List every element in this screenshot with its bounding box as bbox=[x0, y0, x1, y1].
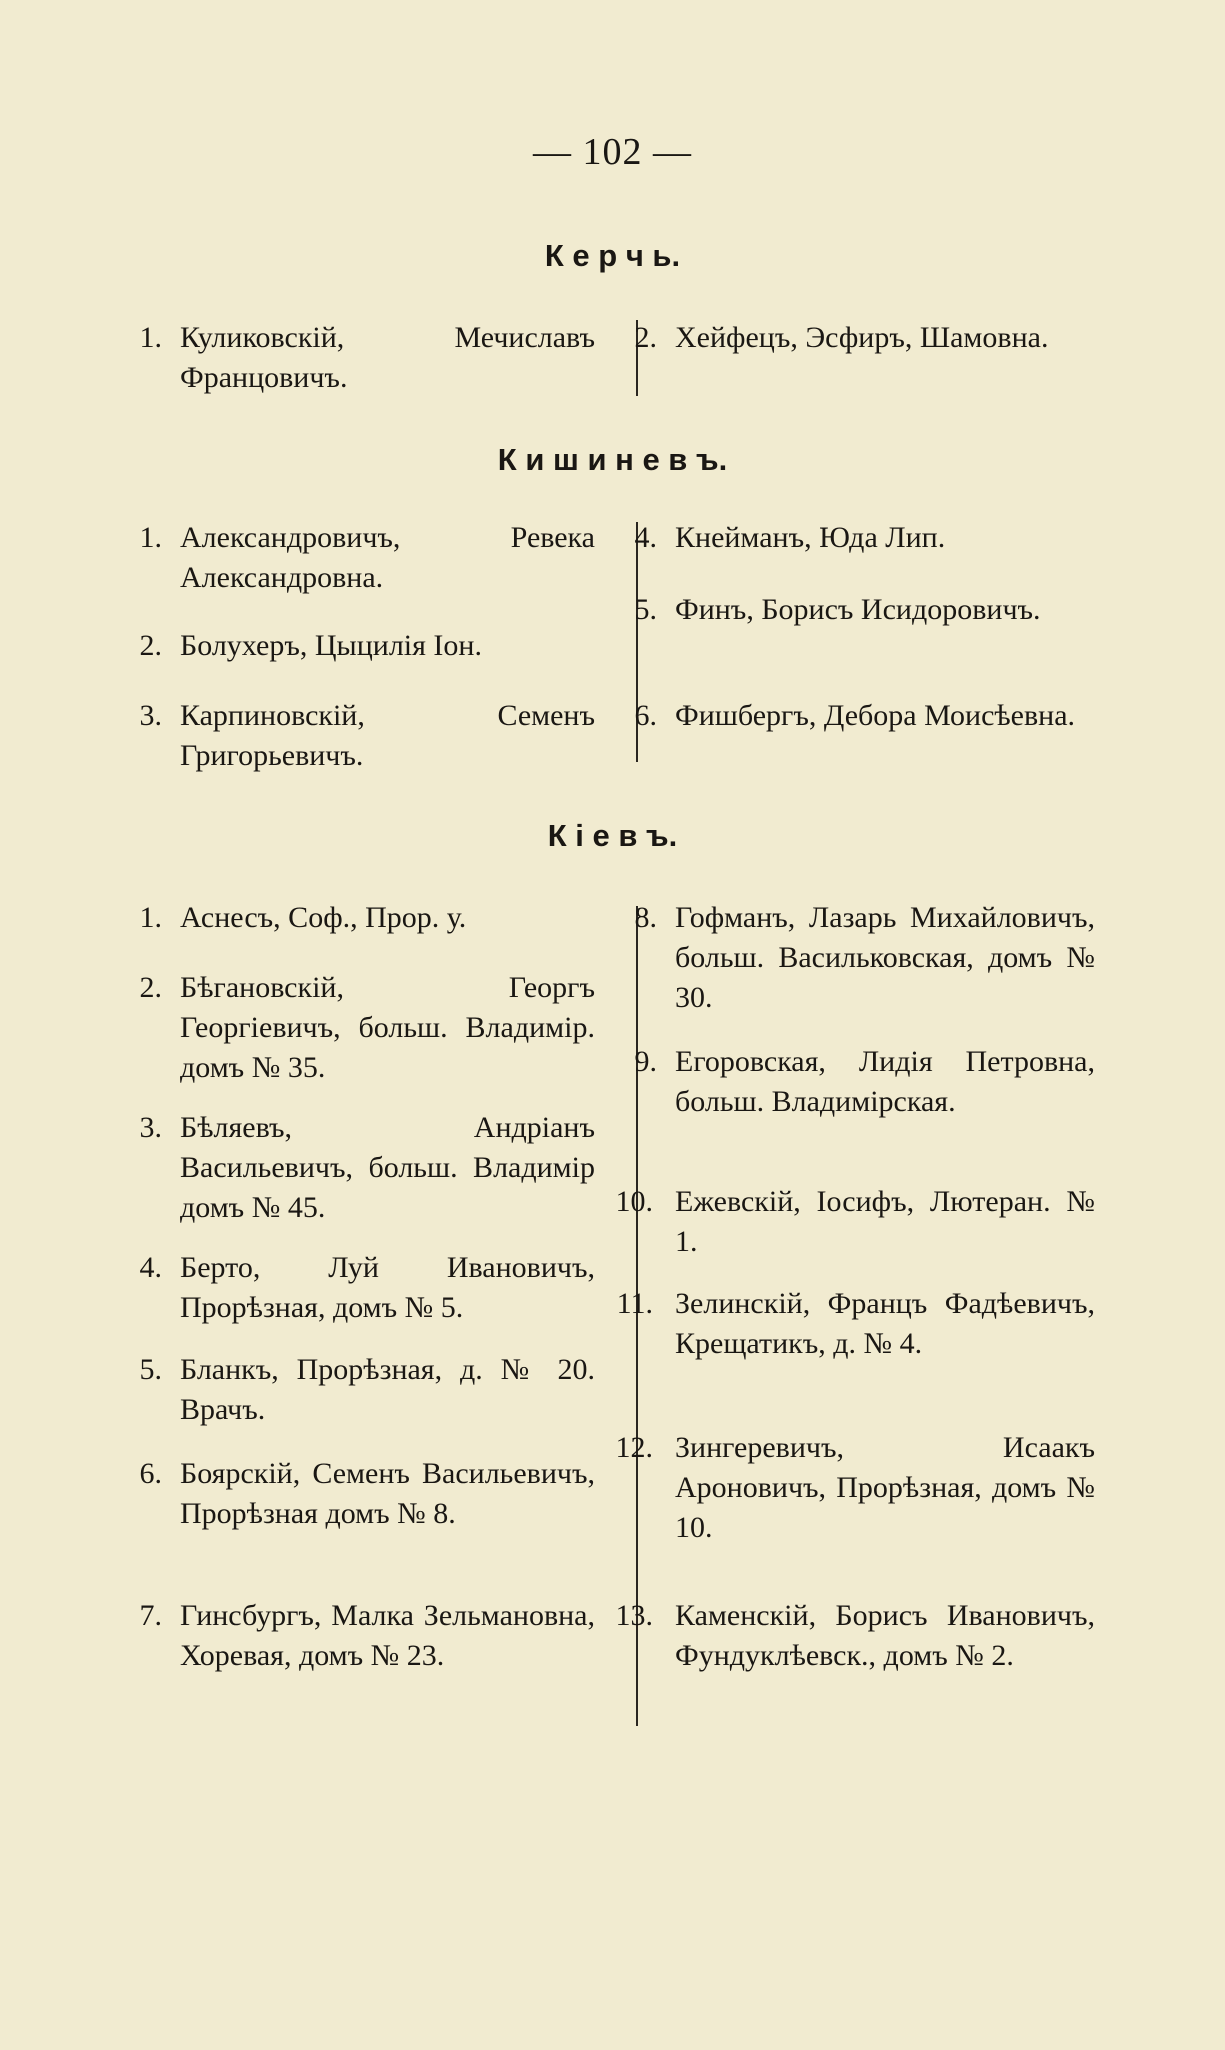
page-number: — 102 — bbox=[533, 131, 692, 173]
entry-number: 1. bbox=[139, 521, 162, 554]
entry-number: 6. bbox=[634, 699, 657, 732]
list-item bbox=[139, 898, 595, 938]
entry-number: 9. bbox=[634, 1045, 657, 1078]
entry-text: Егоровская, Лидія Петровна, больш. Владимірская. bbox=[675, 1045, 1095, 1118]
section-kiev bbox=[0, 898, 1225, 1728]
entry-text: Карпиновскій, Семенъ Григорьевичъ. bbox=[180, 699, 595, 772]
list-item bbox=[616, 1284, 1095, 1364]
entry-number: 12. bbox=[615, 1431, 653, 1464]
entry-text: Александровичъ, Ревека Александровна. bbox=[180, 521, 595, 594]
entry-text: Бѣгановскій, Георгъ Георгіевичъ, больш. Владимір. домъ № 35. bbox=[180, 971, 595, 1084]
list-item bbox=[615, 1596, 1095, 1676]
entry-number: 11. bbox=[616, 1287, 653, 1320]
entry-text: Кнейманъ, Юда Лип. bbox=[675, 521, 946, 554]
list-item bbox=[139, 1350, 595, 1430]
list-item bbox=[634, 696, 1095, 736]
section-kerch bbox=[0, 318, 1225, 408]
entry-text: Болухеръ, Цыцилія Іон. bbox=[180, 629, 482, 662]
entry-number: 8. bbox=[634, 901, 657, 934]
entry-text: Хейфецъ, Эсфиръ, Шамовна. bbox=[675, 321, 1049, 354]
list-item bbox=[615, 1182, 1095, 1262]
entry-text: Ежевскій, Іосифъ, Лютеран. № 1. bbox=[675, 1185, 1095, 1258]
entry-number: 6. bbox=[139, 1457, 162, 1490]
list-item bbox=[139, 1108, 595, 1228]
entry-number: 2. bbox=[139, 971, 162, 1004]
section-heading-kishinev: К и ш и н е в ъ. bbox=[497, 442, 728, 477]
entry-number: 2. bbox=[634, 321, 657, 354]
entry-text: Финъ, Борисъ Исидоровичъ. bbox=[675, 593, 1041, 626]
entry-number: 5. bbox=[139, 1353, 162, 1386]
section-heading-kiev: К і е в ъ. bbox=[547, 818, 678, 853]
entry-text: Зелинскій, Францъ Фадѣевичъ, Крещатикъ, д. № 4. bbox=[675, 1287, 1095, 1360]
entry-text: Бѣляевъ, Андріанъ Васильевичъ, больш. Владимір домъ № 45. bbox=[180, 1111, 595, 1224]
entry-number: 4. bbox=[634, 521, 657, 554]
list-item bbox=[139, 1454, 595, 1534]
list-item bbox=[139, 696, 595, 776]
entry-number: 1. bbox=[139, 901, 162, 934]
entry-number: 13. bbox=[615, 1599, 653, 1632]
entry-number: 7. bbox=[139, 1599, 162, 1632]
list-item bbox=[634, 518, 1095, 558]
entry-text: Бланкъ, Прорѣзная, д. № 20. Врачъ. bbox=[180, 1353, 595, 1426]
entry-text: Куликовскій, Мечиславъ Францовичъ. bbox=[180, 321, 595, 394]
list-item bbox=[139, 518, 595, 598]
entry-text: Каменскій, Борисъ Ивановичъ, Фундуклѣевск., домъ № 2. bbox=[675, 1599, 1095, 1672]
entry-number: 5. bbox=[634, 593, 657, 626]
entry-number: 10. bbox=[615, 1185, 653, 1218]
entry-text: Фишбергъ, Дебора Моисѣевна. bbox=[675, 699, 1076, 732]
entry-text: Зингеревичъ, Исаакъ Ароновичъ, Прорѣзная, домъ № 10. bbox=[675, 1431, 1095, 1544]
entry-text: Гофманъ, Лазарь Михайловичъ, больш. Васильковская, домъ № 30. bbox=[675, 901, 1095, 1014]
list-item bbox=[634, 898, 1095, 1018]
list-item bbox=[139, 968, 595, 1088]
entry-number: 1. bbox=[139, 321, 162, 354]
entry-text: Аснесъ, Соф., Прор. у. bbox=[180, 901, 467, 934]
section-kishinev bbox=[0, 518, 1225, 772]
list-item bbox=[139, 318, 595, 398]
list-item bbox=[615, 1428, 1095, 1548]
entry-number: 3. bbox=[139, 699, 162, 732]
entry-number: 3. bbox=[139, 1111, 162, 1144]
list-item bbox=[634, 590, 1095, 630]
list-item bbox=[634, 1042, 1095, 1122]
list-item bbox=[634, 318, 1095, 358]
list-item bbox=[139, 1248, 595, 1328]
entry-text: Боярскій, Семенъ Васильевичъ, Прорѣзная домъ № 8. bbox=[180, 1457, 595, 1530]
list-item bbox=[139, 626, 595, 666]
entry-text: Гинсбургъ, Малка Зельмановна, Хоревая, домъ № 23. bbox=[180, 1599, 595, 1672]
entry-number: 4. bbox=[139, 1251, 162, 1284]
entry-text: Берто, Луй Ивановичъ, Прорѣзная, домъ № 5. bbox=[180, 1251, 595, 1324]
section-heading-kerch: К е р ч ь. bbox=[544, 238, 681, 273]
list-item bbox=[139, 1596, 595, 1676]
entry-number: 2. bbox=[139, 629, 162, 662]
